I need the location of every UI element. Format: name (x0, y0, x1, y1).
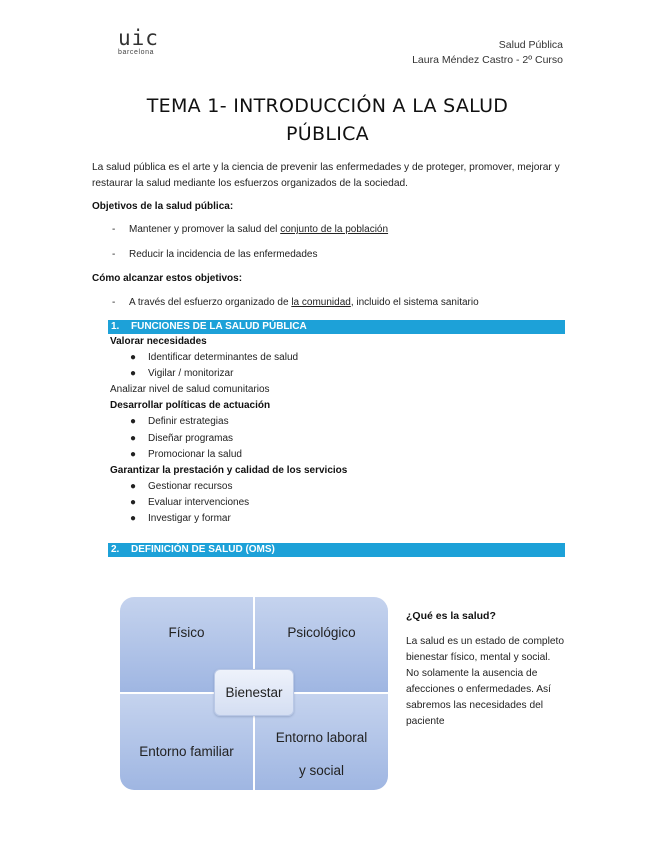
section-1-heading-bar (108, 320, 565, 334)
bullet-icon: ● (130, 496, 137, 508)
page-header (412, 38, 563, 68)
objective-item-1-text: Mantener y promover la salud del (129, 224, 281, 235)
bullet-icon: ● (130, 448, 137, 460)
list-item-text: Investigar y formar (148, 513, 231, 525)
list-item-text: Evaluar intervenciones (148, 496, 250, 508)
list-item-text: Vigilar / monitorizar (148, 368, 234, 380)
analizar-line: Analizar nivel de salud comunitarios (110, 384, 270, 396)
bullet-icon: ● (130, 368, 137, 380)
title-line-2: PÚBLICA (286, 123, 369, 145)
side-answer: La salud es un estado de completo bienestar físico, mental y social. No solamente la ausencia de afecciones o enfermedades. Así sabremos las necesidades del paciente (406, 636, 565, 727)
section-2-heading-bar (108, 543, 565, 557)
quadrant-label-line-1: Entorno laboral (275, 730, 368, 745)
logo-main-text: uic (118, 26, 159, 50)
section-2-title: DEFINICIÓN DE SALUD (OMS) (131, 544, 275, 555)
list-item (110, 511, 347, 527)
uic-logo (118, 28, 178, 62)
bullet-icon: ● (130, 416, 137, 428)
quadrant-label: Entorno familiar (139, 743, 234, 759)
quadrant-label: Psicológico (287, 625, 356, 640)
list-item (110, 350, 347, 366)
page-title (90, 92, 565, 148)
section-1-number: 1. (111, 321, 120, 332)
garantizar-heading: Garantizar la prestación y calidad de los servicios (110, 464, 348, 476)
header-subject: Salud Pública (498, 39, 563, 51)
list-item-text: Identificar determinantes de salud (148, 352, 299, 364)
list-item (110, 447, 347, 463)
list-item (110, 414, 347, 430)
objective-item-2-text: Reducir la incidencia de las enfermedades (129, 249, 318, 260)
list-item-text: Promocionar la salud (148, 448, 242, 460)
how-item-1-underlined: la comunidad (291, 297, 351, 308)
section-2-number: 2. (111, 544, 120, 555)
objectives-heading: Objetivos de la salud pública: (92, 201, 234, 212)
logo-sub-text: barcelona (118, 49, 155, 56)
list-item-text: Gestionar recursos (148, 480, 233, 492)
objective-item-1 (112, 224, 388, 235)
objective-item-1-underlined: conjunto de la población (280, 224, 389, 235)
dash-bullet: - (112, 297, 116, 308)
list-item (110, 479, 347, 495)
quadrant-label: Físico (168, 625, 205, 640)
quadrant-label (276, 715, 368, 781)
header-author: Laura Méndez Castro - 2º Curso (412, 54, 563, 66)
list-item (110, 431, 347, 447)
how-item-1-text: A través del esfuerzo organizado de (129, 297, 292, 308)
how-item-1 (112, 297, 479, 308)
side-question: ¿Qué es la salud? (406, 610, 496, 622)
health-diagram (120, 597, 388, 790)
how-heading: Cómo alcanzar estos objetivos: (92, 273, 243, 284)
list-item (110, 495, 347, 511)
how-item-1-tail: , incluido el sistema sanitario (350, 297, 479, 308)
quadrant-label-line-2: y social (298, 763, 344, 778)
section-1-content (110, 334, 347, 527)
bullet-icon: ● (130, 352, 137, 364)
list-item-text: Definir estrategias (148, 416, 229, 428)
desarrollar-heading: Desarrollar políticas de actuación (110, 400, 271, 412)
list-item-text: Diseñar programas (148, 432, 234, 444)
objective-item-2 (112, 249, 317, 260)
intro-paragraph: La salud pública es el arte y la ciencia de prevenir las enfermedades y de proteger, promover, mejorar y restaurar la salud mediante los esfuerzos organizados de la sociedad. (92, 162, 560, 189)
bullet-icon: ● (130, 432, 137, 444)
bullet-icon: ● (130, 513, 137, 525)
section-1-title: FUNCIONES DE LA SALUD PÚBLICA (131, 321, 307, 332)
dash-bullet: - (112, 224, 116, 235)
diagram-center-bienestar: Bienestar (214, 669, 294, 716)
dash-bullet: - (112, 249, 116, 260)
title-line-1: TEMA 1- INTRODUCCIÓN A LA SALUD (146, 95, 509, 117)
list-item (110, 366, 347, 382)
valorar-heading: Valorar necesidades (110, 336, 207, 347)
bullet-icon: ● (130, 480, 137, 492)
